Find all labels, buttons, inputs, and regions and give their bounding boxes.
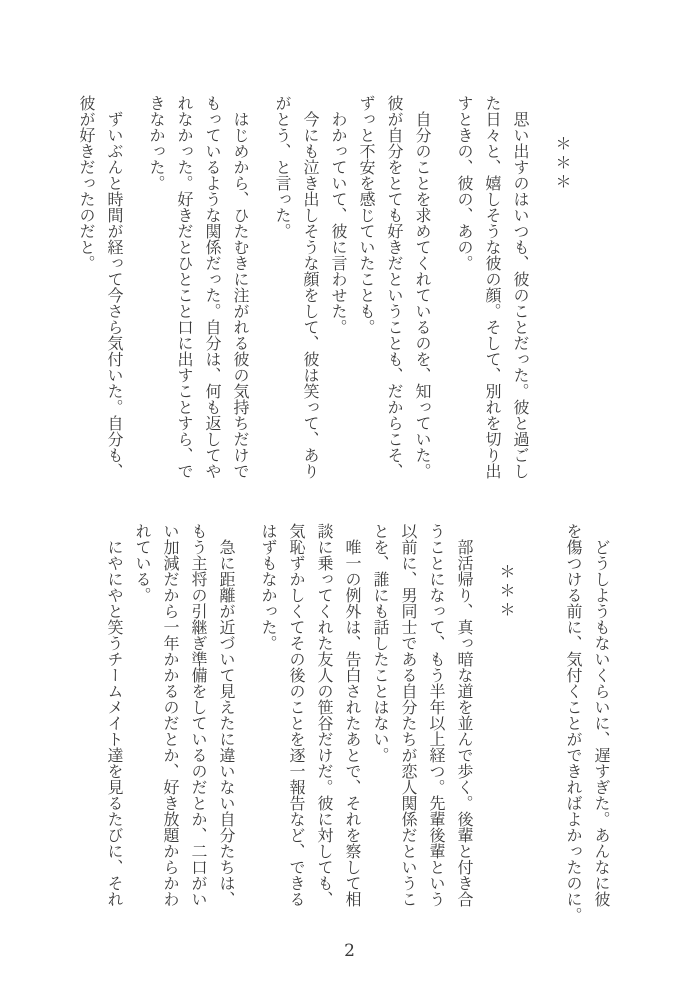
paragraph (324, 95, 352, 480)
text-line: 急に距離が近づいて見えたに違いない自分たちは、 (217, 539, 236, 907)
paragraph (559, 523, 615, 923)
paragraph (72, 95, 128, 480)
paragraph (366, 523, 478, 908)
text-tier-bottom (100, 523, 615, 923)
text-line: れている。 (133, 523, 152, 603)
section-divider-glyphs: ＊＊＊ (497, 563, 516, 620)
paragraph (352, 95, 436, 480)
text-line: 自分のことを求めてくれているのを、知っていた。 (413, 111, 432, 479)
text-line: きなかった。 (147, 95, 166, 191)
text-line: 以前に、男同士である自分たちが恋人関係だというこ (399, 523, 418, 907)
paragraph (100, 523, 128, 908)
text-line: わかっていて、彼に言わせた。 (329, 111, 348, 335)
text-line: 彼が好きだったのだと。 (77, 95, 96, 271)
text-line: れなかった。好きだとひとこと口に出すことすら、で (175, 95, 194, 479)
page-number: 2 (344, 941, 355, 961)
text-line: 部活帰り、真っ暗な道を並んで歩く。後輩と付き合 (455, 539, 474, 907)
text-line: を傷つける前に、気付くことができればよかったのに。 (564, 523, 583, 923)
paragraph (450, 95, 534, 480)
text-line: うことになって、もう半年以上経つ。先輩後輩という (427, 523, 446, 907)
text-line: はじめから、ひたむきに注がれる彼の気持ちだけで (231, 111, 250, 479)
text-line: すときの、彼の、あの。 (455, 95, 474, 271)
paragraph (128, 523, 240, 908)
paragraph (268, 95, 324, 480)
text-line: た日々と、嬉しそうな彼の顔。そして、別れを切り出 (483, 95, 502, 479)
paragraph (254, 523, 366, 908)
text-line: 今にも泣き出しそうな顔をして、彼は笑って、あり (301, 111, 320, 479)
text-line: とを、誰にも話したことはない。 (371, 523, 390, 763)
text-line: 思い出すのはいつも、彼のことだった。彼と過ごし (511, 111, 530, 479)
text-line: 談に乗ってくれた友人の笹谷だけだ。彼に対しても、 (315, 523, 334, 907)
text-line: もっているような関係だった。自分は、何も返してや (203, 95, 222, 479)
text-line: 彼が自分をとても好きだということも、だからこそ、 (385, 95, 404, 479)
section-divider (492, 523, 520, 908)
text-line: い加減だから一年かかるのだとか、好き放題からかわ (161, 523, 180, 907)
text-tier-top (72, 95, 615, 480)
text-line: ずっと不安を感じていたことも。 (357, 95, 376, 335)
text-line: 唯一の例外は、告白されたあとで、それを察して相 (343, 539, 362, 907)
paragraph (142, 95, 254, 480)
section-divider (548, 95, 576, 480)
text-line: ずいぶんと時間が経って今さら気付いた。自分も、 (105, 111, 124, 479)
text-line: 気恥ずかしくてその後のことを逐一報告など、できる (287, 523, 306, 907)
text-line: もう主将の引継ぎ準備をしているのだとか、二口がい (189, 523, 208, 907)
text-line: がとう、と言った。 (273, 95, 292, 239)
section-divider-glyphs: ＊＊＊ (553, 135, 572, 192)
text-line: にやにやと笑うチームメイト達を見るたびに、それ (105, 539, 124, 907)
text-line: はずもなかった。 (259, 523, 278, 651)
text-line: どうしようもないくらいに、遅すぎた。あんなに彼 (592, 539, 611, 907)
